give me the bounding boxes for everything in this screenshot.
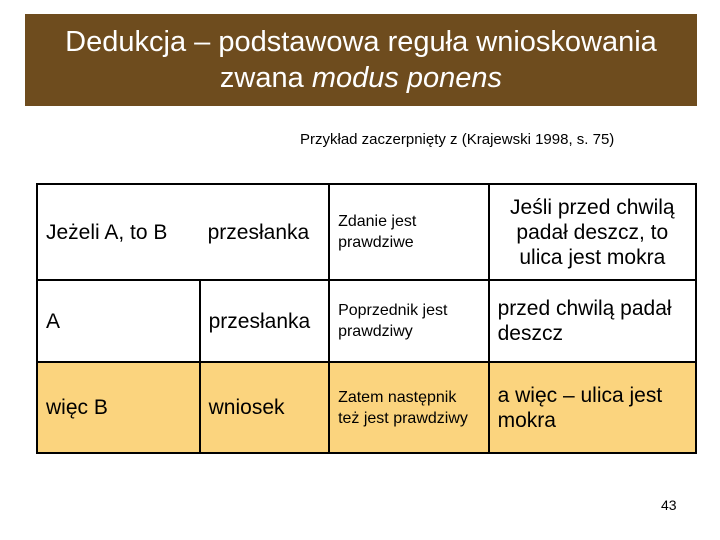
table-row-major-premise [37, 184, 696, 280]
title-line-1: Dedukcja – podstawowa reguła wnioskowania [65, 26, 657, 58]
formula-cell: więc B [37, 362, 200, 453]
formula-cell: Jeżeli A, to B [37, 184, 200, 280]
truth-cell: Zatem następnik też jest prawdziwy [329, 362, 489, 453]
role-cell: przesłanka [200, 280, 329, 362]
truth-cell: Poprzednik jest prawdziwy [329, 280, 489, 362]
slide-title [25, 14, 697, 106]
title-line-2-prefix: zwana [219, 62, 312, 94]
truth-cell: Zdanie jest prawdziwe [329, 184, 489, 280]
table-row-conclusion [37, 362, 696, 453]
role-cell: przesłanka [200, 184, 329, 280]
source-note: Przykład zaczerpnięty z (Krajewski 1998, s. 75) [300, 131, 615, 148]
title-line-2 [25, 60, 697, 96]
formula-cell: A [37, 280, 200, 362]
role-cell: wniosek [200, 362, 329, 453]
page-number: 43 [661, 497, 677, 513]
deduction-table [36, 183, 697, 454]
example-cell: a więc – ulica jest mokra [489, 362, 696, 453]
example-cell: przed chwilą padał deszcz [489, 280, 696, 362]
example-cell: Jeśli przed chwilą padał deszcz, to ulica jest mokra [489, 184, 696, 280]
table-row-minor-premise [37, 280, 696, 362]
title-line-2-italic: modus ponens [311, 62, 503, 94]
